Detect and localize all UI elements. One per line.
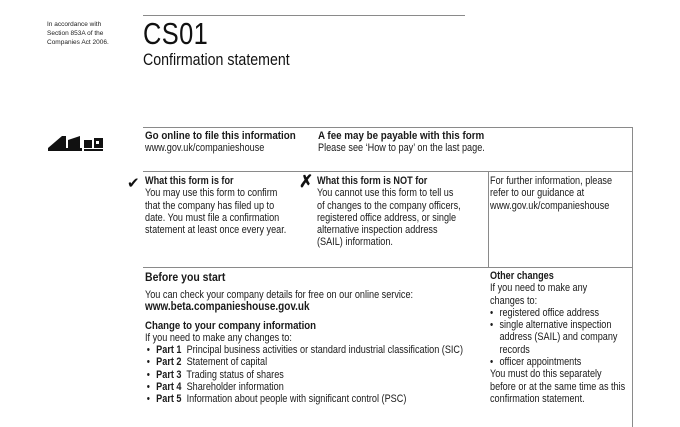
further-info-line: refer to our guidance at	[490, 187, 585, 200]
part-number: Part 2	[156, 356, 182, 369]
part-text: Shareholder information	[186, 381, 284, 394]
part-text: Principal business activities or standard industrial classification (SIC)	[186, 344, 464, 357]
part-number: Part 1	[156, 344, 182, 357]
list-item	[147, 344, 489, 356]
before-you-start-text: You can check your company details for free on our online service:	[145, 289, 414, 301]
beta-link[interactable]: www.beta.companieshouse.gov.uk	[145, 300, 310, 314]
other-changes-block	[490, 270, 641, 405]
section-rule	[143, 171, 633, 172]
cross-icon: ✗	[299, 172, 314, 191]
column-divider	[488, 171, 489, 267]
part-number: Part 3	[156, 368, 182, 381]
legal-line: Section 853A of the	[47, 30, 104, 37]
what-for-heading: What this form is for	[145, 175, 234, 187]
part-text: Information about people with significant control (PSC)	[186, 393, 407, 406]
change-info-heading: Change to your company information	[145, 319, 317, 332]
legal-line: In accordance with	[47, 21, 102, 28]
companies-house-logo-icon	[46, 132, 106, 154]
list-item	[490, 319, 641, 356]
list-item	[147, 356, 489, 368]
fee-block	[318, 130, 499, 155]
other-changes-intro: changes to:	[490, 294, 538, 307]
list-item	[147, 393, 489, 405]
other-changes-heading: Other changes	[490, 270, 554, 282]
not-for-line: You cannot use this form to tell us	[317, 187, 454, 200]
not-for-block	[317, 175, 472, 249]
not-for-line: (SAIL) information.	[317, 236, 393, 249]
part-number: Part 5	[156, 393, 182, 406]
what-for-line: date. You must file a confirmation	[145, 211, 280, 224]
list-item	[147, 369, 489, 381]
list-item-text: • single alternative inspection	[499, 319, 612, 332]
legal-line: Companies Act 2006.	[47, 39, 109, 46]
not-for-line: of changes to the company officers,	[317, 199, 461, 212]
list-item-text: registered office address	[499, 306, 600, 319]
online-filing-block	[145, 130, 308, 155]
parts-list	[145, 344, 489, 405]
list-item-text: officer appointments	[499, 356, 582, 369]
before-you-start-heading: Before you start	[145, 270, 226, 284]
fee-text: Please see ‘How to pay’ on the last page.	[318, 142, 485, 155]
fee-heading: A fee may be payable with this form	[318, 130, 485, 142]
list-item-text: address (SAIL) and company	[499, 331, 618, 344]
list-item-text: records	[499, 343, 530, 356]
online-filing-link[interactable]: www.gov.uk/companieshouse	[145, 142, 265, 155]
part-text: Statement of capital	[186, 356, 268, 369]
not-for-line: registered office address, or single	[317, 211, 457, 224]
what-for-line: statement at least once every year.	[145, 224, 287, 237]
further-info-block	[490, 175, 632, 212]
part-number: Part 4	[156, 381, 182, 394]
checkmark-icon: ✔	[127, 175, 140, 192]
list-item	[490, 356, 641, 368]
change-info-intro: If you need to make any changes to:	[145, 331, 292, 344]
not-for-line: alternative inspection address	[317, 224, 438, 237]
not-for-heading: What this form is NOT for	[317, 175, 428, 187]
section-rule	[143, 267, 633, 268]
form-title: Confirmation statement	[143, 51, 290, 69]
before-you-start-block	[145, 270, 489, 406]
other-changes-list	[490, 307, 641, 368]
other-changes-outro: confirmation statement.	[490, 392, 585, 405]
further-info-link[interactable]: www.gov.uk/companieshouse	[490, 199, 610, 212]
list-item	[490, 307, 641, 319]
other-changes-outro: before or at the same time as this	[490, 380, 626, 393]
what-for-line: You may use this form to confirm	[145, 187, 278, 200]
legal-reference	[47, 20, 127, 47]
part-text: Trading status of shares	[186, 368, 284, 381]
form-code: CS01	[143, 16, 209, 51]
list-item	[147, 381, 489, 393]
section-rule	[143, 127, 633, 128]
other-changes-outro: You must do this separately	[490, 368, 602, 381]
further-info-line: For further information, please	[490, 175, 613, 187]
what-for-block	[145, 175, 296, 236]
what-for-line: that the company has filed up to	[145, 199, 275, 212]
other-changes-intro: If you need to make any	[490, 282, 588, 295]
online-filing-heading: Go online to file this information	[145, 130, 296, 142]
